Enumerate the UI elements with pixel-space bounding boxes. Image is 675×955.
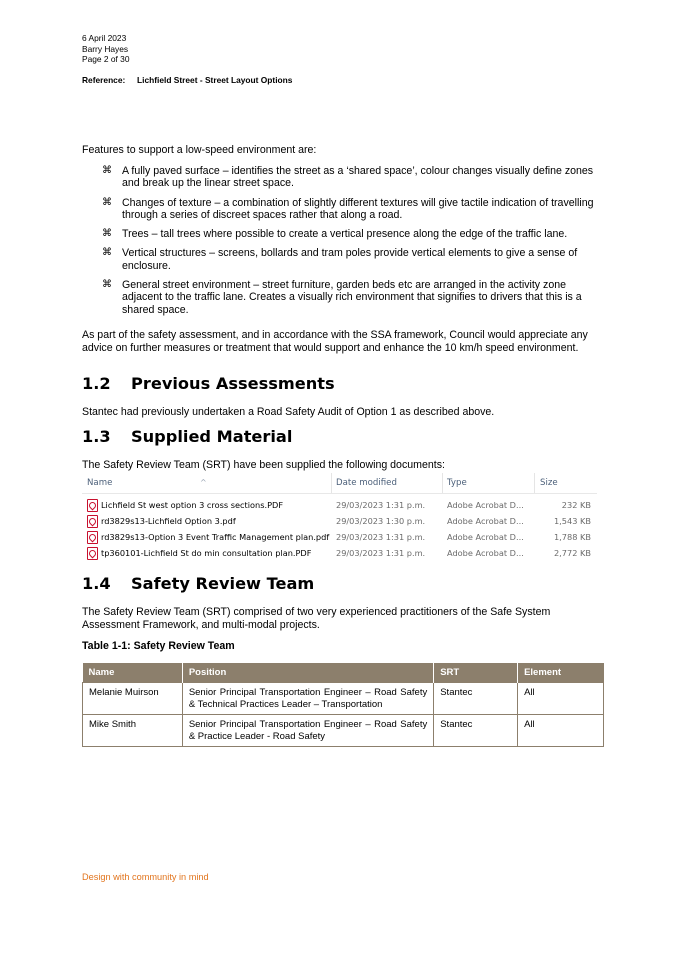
page-header [82, 33, 130, 65]
column-header: Name [83, 663, 183, 683]
section-title: Safety Review Team [131, 574, 315, 593]
pdf-file-icon [87, 515, 98, 528]
column-divider [442, 473, 443, 493]
file-list-header [82, 473, 597, 494]
file-size: 2,772 KB [553, 548, 591, 558]
section-heading-1-2 [82, 374, 335, 393]
list-item [102, 279, 607, 316]
file-name: rd3829s13-Lichfield Option 3.pdf [101, 516, 236, 526]
bullet-text: General street environment – street furniture, garden beds etc are arranged in the activity zone adjacent to the traffic lane. Creates a visually rich environment that signifies to drivers that this is a shared space. [122, 279, 582, 316]
safety-review-team-table [82, 663, 604, 747]
table-cell: Melanie Muirson [83, 683, 183, 715]
list-item [102, 247, 607, 272]
table-cell: Mike Smith [83, 715, 183, 747]
pdf-file-icon [87, 499, 98, 512]
header-reference [82, 75, 292, 85]
file-name: Lichfield St west option 3 cross sections.PDF [101, 500, 284, 510]
file-type: Adobe Acrobat D... [447, 500, 524, 510]
section-title: Supplied Material [131, 427, 293, 446]
sort-caret-icon: ^ [200, 478, 207, 487]
section-1-3-text: The Safety Review Team (SRT) have been supplied the following documents: [82, 459, 445, 471]
file-type: Adobe Acrobat D... [447, 516, 524, 526]
header-page-number: Page 2 of 30 [82, 54, 130, 65]
table-caption: Table 1-1: Safety Review Team [82, 640, 235, 652]
file-row[interactable] [82, 514, 597, 529]
bullet-text: Changes of texture – a combination of slightly different textures will give tactile indication of travelling through a series of discreet spaces rather that along a road. [122, 196, 594, 221]
column-header: SRT [434, 663, 518, 683]
file-date: 29/03/2023 1:31 p.m. [336, 500, 426, 510]
column-divider [331, 473, 332, 493]
header-author: Barry Hayes [82, 43, 129, 54]
table-header-row [83, 663, 604, 683]
bullet-icon: ⌘ [102, 196, 112, 208]
file-date: 29/03/2023 1:31 p.m. [336, 532, 426, 542]
column-name-header[interactable]: Name [87, 478, 113, 488]
file-size: 1,788 KB [553, 532, 591, 542]
file-row[interactable] [82, 498, 597, 513]
list-item [102, 228, 607, 240]
table-cell: Senior Principal Transportation Engineer – Road Safety & Practice Leader - Road Safety [182, 715, 433, 747]
column-header: Position [182, 663, 433, 683]
file-date: 29/03/2023 1:30 p.m. [336, 516, 426, 526]
bullet-text: A fully paved surface – identifies the street as a ‘shared space’, colour changes visually define zones and break up the linear street space. [122, 165, 594, 190]
bullet-icon: ⌘ [102, 228, 112, 240]
table-row [83, 715, 604, 747]
table-cell: Stantec [434, 715, 518, 747]
file-type: Adobe Acrobat D... [447, 532, 524, 542]
bullet-text: Vertical structures – screens, bollards and tram poles provide vertical elements to give a sense of enclosure. [122, 247, 578, 272]
section-heading-1-4 [82, 574, 314, 593]
reference-label: Reference: [82, 75, 126, 85]
file-row[interactable] [82, 546, 597, 561]
file-name: tp360101-Lichfield St do min consultation plan.PDF [101, 548, 312, 558]
table-row [83, 683, 604, 715]
list-item [102, 197, 607, 222]
safety-paragraph: As part of the safety assessment, and in accordance with the SSA framework, Council would appreciate any advice on further measures or treatment that would support and enhance the 10 km/h speed environment. [82, 329, 588, 354]
feature-list [102, 165, 607, 323]
section-number: 1.4 [82, 574, 111, 593]
section-number: 1.3 [82, 427, 111, 446]
file-type: Adobe Acrobat D... [447, 548, 524, 558]
table-cell: All [518, 683, 604, 715]
section-title: Previous Assessments [131, 374, 335, 393]
header-date: 6 April 2023 [82, 33, 127, 43]
column-date-header[interactable]: Date modified [336, 478, 397, 488]
table-cell: Senior Principal Transportation Engineer – Road Safety & Technical Practices Leader – Transportation [182, 683, 433, 715]
file-date: 29/03/2023 1:31 p.m. [336, 548, 426, 558]
table-cell: All [518, 715, 604, 747]
column-size-header[interactable]: Size [540, 478, 558, 488]
footer-tagline: Design with community in mind [82, 872, 209, 882]
file-name: rd3829s13-Option 3 Event Traffic Management plan.pdf [101, 532, 330, 542]
intro-text: Features to support a low-speed environment are: [82, 144, 317, 156]
file-explorer-screenshot [82, 473, 597, 563]
section-number: 1.2 [82, 374, 111, 393]
pdf-file-icon [87, 531, 98, 544]
bullet-icon: ⌘ [102, 165, 112, 176]
column-divider [534, 473, 535, 493]
file-row[interactable] [82, 530, 597, 545]
section-1-4-text: The Safety Review Team (SRT) comprised of two very experienced practitioners of the Safe System Assessment Framework, and multi-modal projects. [82, 606, 551, 631]
column-header: Element [518, 663, 604, 683]
bullet-text: Trees – tall trees where possible to create a vertical presence along the edge of the traffic lane. [122, 228, 568, 241]
pdf-file-icon [87, 547, 98, 560]
table-cell: Stantec [434, 683, 518, 715]
column-type-header[interactable]: Type [447, 478, 467, 488]
file-size: 232 KB [561, 500, 591, 510]
section-1-2-text: Stantec had previously undertaken a Road Safety Audit of Option 1 as described above. [82, 406, 495, 418]
bullet-icon: ⌘ [102, 279, 112, 291]
bullet-icon: ⌘ [102, 247, 112, 259]
reference-value: Lichfield Street - Street Layout Options [137, 75, 293, 85]
list-item [102, 165, 607, 190]
file-size: 1,543 KB [553, 516, 591, 526]
section-heading-1-3 [82, 427, 292, 446]
